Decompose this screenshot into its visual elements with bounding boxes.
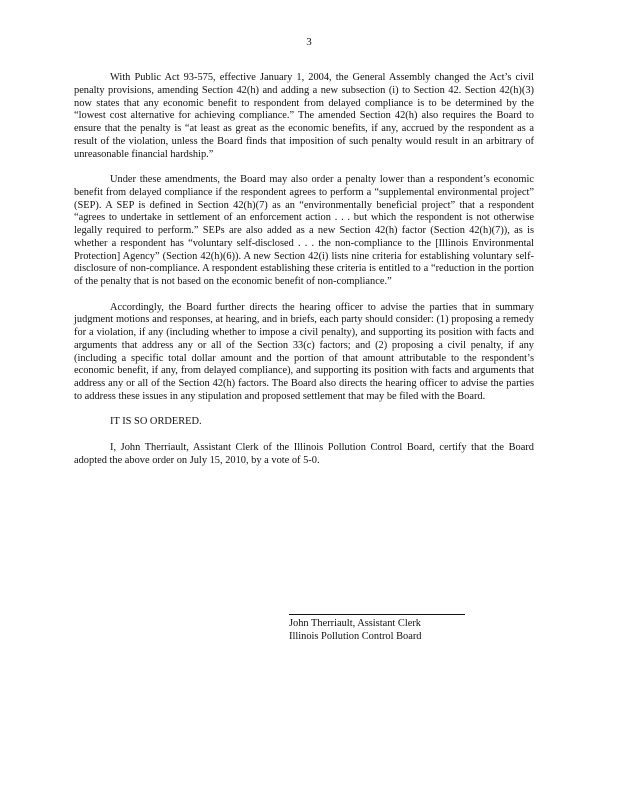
paragraph-sep-amendments: Under these amendments, the Board may also order a penalty lower than a respondent’s economic benefit from delayed compliance if the respondent agrees to perform a “supplemental environmental project” (SEP). A SEP is defined in Section 42(h)(7) as an “environmentally beneficial project” that a respondent “agrees to undertake in settlement of an enforcement action . . . but which the respondent is not otherwise legally required to perform.” SEPs are also added as a new Section 42(h) factor (Section 42(h)(7)), as is whether a respondent has “voluntary self-disclosed . . . the non-compliance to the [Illinois Environmental Protection] Agency” (Section 42(h)(6)). A new Section 42(i) lists nine criteria for establishing voluntary self-disclosure of non-compliance. A respondent establishing these criteria is entitled to a “reduction in the portion of the penalty that is not based on the economic benefit of non-compliance.” (74, 174, 534, 287)
ordered-statement: IT IS SO ORDERED. (110, 416, 202, 428)
signature-name: John Therriault, Assistant Clerk (289, 618, 421, 629)
page-number: 3 (306, 36, 312, 48)
document-body (74, 72, 534, 467)
signature-organization: Illinois Pollution Control Board (289, 630, 422, 642)
clerk-certification: I, John Therriault, Assistant Clerk of the Illinois Pollution Control Board, certify that the Board adopted the above order on July 15, 2010, by a vote of 5-0. (74, 441, 534, 466)
signature-line (289, 614, 465, 615)
paragraph-hearing-directions: Accordingly, the Board further directs the hearing officer to advise the parties that in summary judgment motions and responses, at hearing, and in briefs, each party should consider: (1) proposing a remedy for a violation, if any (including whether to impose a civil penalty), and supporting its position with facts and arguments that address any or all of the Section 33(c) factors; and (2) proposing a civil penalty, if any (including a specific total dollar amount and the portion of that amount attributable to the respondent’s economic benefit, if any, from delayed compliance), and supporting its position with facts and arguments that address any or all of the Section 42(h) factors. The Board also directs the hearing officer to advise the parties to address these issues in any stipulation and proposed settlement that may be filed with the Board. (74, 301, 534, 402)
signature-block (289, 614, 465, 644)
paragraph-penalty-provisions: With Public Act 93-575, effective January 1, 2004, the General Assembly changed the Act’s civil penalty provisions, amending Section 42(h) and adding a new subsection (i) to Section 42. Section 42(h)(3) now states that any economic benefit to respondent from delayed compliance is to be determined by the “lowest cost alternative for achieving compliance.” The amended Section 42(h) also requires the Board to ensure that the penalty is “at least as great as the economic benefits, if any, accrued by the respondent as a result of the violation, unless the Board finds that imposition of such penalty would result in an arbitrary of unreasonable financial hardship.” (74, 72, 534, 160)
